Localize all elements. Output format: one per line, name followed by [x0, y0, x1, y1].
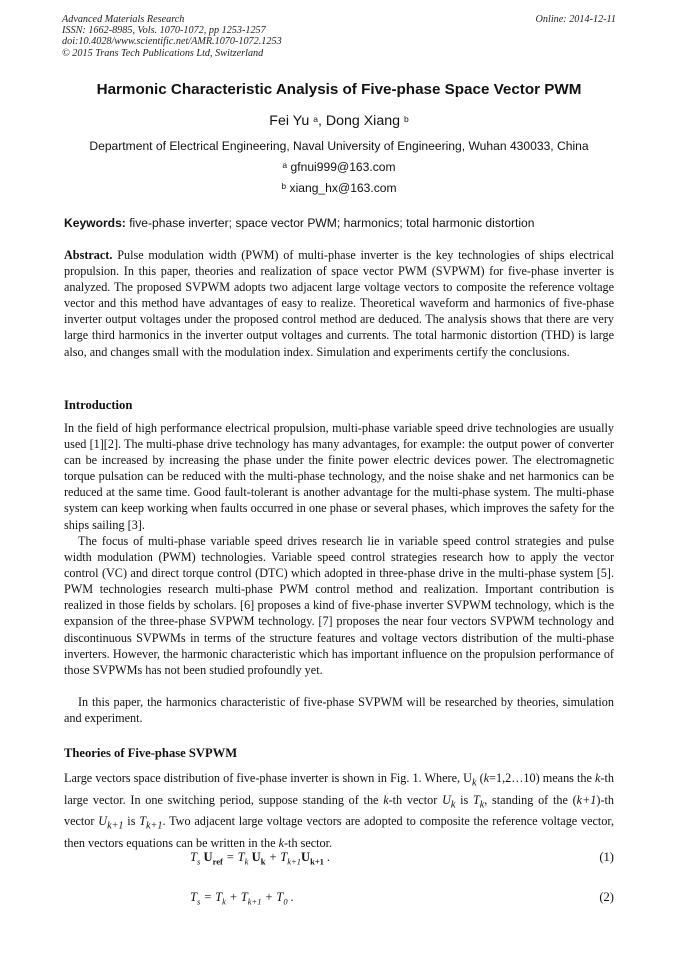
subscript: k+1: [107, 820, 124, 832]
text-run: is: [455, 792, 473, 807]
subscript: k+1: [146, 820, 163, 832]
journal-header: [62, 14, 616, 59]
email-line: [0, 181, 678, 195]
intro-paragraph-2: The focus of multi-phase variable speed drives research lie in variable speed control strategies and pulse width modulation (PWM) technologies. Variable speed control strategies research how to apply the vector control (VC) and direct torque control (DTC) which adopted in three-phase drive in the multi-phase system [5]. PWM technologies research multi-phase PWM control method and realization. Important contribution is realized in those fields by scholars. [6] proposes a kind of five-phase inverter SVPWM technology, which is the expansion of the three-phase SVPWM technology. [7] proposes the near four vectors SVPWM technology and discontinuous SVPWMs in terms of the structure features and voltage vectors distribution of the multi-phase inverters. However, the harmonic characteristic which has important influence on the propulsion performance of those SVPWMs has not been studied profoundly yet.: [64, 534, 614, 677]
math-var: k: [483, 771, 490, 785]
email-line: [0, 160, 678, 174]
abstract: [64, 247, 614, 360]
subscript: k: [450, 798, 456, 810]
author-separator: ,: [317, 113, 326, 129]
keywords: [64, 216, 616, 230]
subscript: k: [479, 798, 485, 810]
journal-name: Advanced Materials Research: [62, 14, 185, 25]
equation-number: (1): [599, 850, 614, 864]
math-var: U: [98, 814, 108, 829]
text-run: is: [123, 814, 140, 829]
email-superscript: a: [282, 160, 288, 170]
doi-line: doi:10.4028/www.scientific.net/AMR.1070-1072.1253: [62, 36, 282, 48]
text-run: -th vector: [388, 792, 443, 807]
text-run: (: [476, 771, 484, 785]
abstract-label: Abstract.: [64, 248, 113, 262]
text-run: -th large vector. In one switching period, suppose standing of the: [64, 771, 614, 807]
math-var: T: [472, 792, 480, 807]
text-run: . Two adjacent large voltage vectors are adopted to composite the reference voltage vector, then vectors equations can be written in the: [64, 814, 614, 850]
keywords-label: Keywords:: [64, 216, 126, 230]
keywords-text: five-phase inverter; space vector PWM; harmonics; total harmonic distortion: [125, 216, 535, 230]
text-run: -th sector.: [284, 835, 333, 850]
text-run: Large vectors space distribution of five-phase inverter is shown in Fig. 1. Where, U: [64, 771, 472, 785]
math-var: k+1: [576, 792, 597, 807]
equation-expression: $T_s$ $U_{ref} = T_k$ $U_k + T_{k+1}U_{k+1}$ .: [190, 850, 331, 867]
math-var: k: [383, 792, 389, 807]
equation-1: [64, 850, 614, 868]
issn-line: ISSN: 1662-8985, Vols. 1070-1072, pp 1253-1257: [62, 25, 266, 37]
intro-paragraph-1: In the field of high performance electrical propulsion, multi-phase variable speed drive technologies are usually used [1][2]. The multi-phase drive technology has many advantages, for example: the output power of converter can be increased by increasing the phase under the finite power electric devices power. The electromagnetic torque pulsation can be reduced with the multi-phase technology, and the noise shake and net harmonics can be reduced at the same time. Good fault-tolerant is another advantage for the multi-phase system. The multi-phase system can keep working when faults occurred in one phase or several phases, which improves the safety for the ships sailing [3].: [64, 421, 614, 532]
author-name: Dong Xiang: [325, 113, 400, 129]
paper-title: Harmonic Characteristic Analysis of Five-phase Space Vector PWM: [96, 81, 582, 98]
text-run: =1,2…10) means the: [489, 771, 596, 785]
intro-paragraph-3: In this paper, the harmonics characteristic of five-phase SVPWM will be researched by theories, simulation and experiment.: [64, 695, 614, 726]
math-var: U: [442, 792, 451, 807]
email-address: gfnui999@163.com: [290, 160, 396, 174]
online-date: Online: 2014-12-11: [535, 14, 616, 25]
math-var: T: [139, 814, 147, 829]
text-run: )-th vector: [64, 792, 614, 829]
section-heading-theories: Theories of Five-phase SVPWM: [64, 746, 238, 760]
equation-number: (2): [599, 890, 614, 904]
email-address: xiang_hx@163.com: [289, 181, 397, 195]
author-name: Fei Yu: [269, 113, 310, 129]
math-var: k: [595, 771, 601, 785]
subscript: k: [471, 777, 477, 789]
abstract-text: Pulse modulation width (PWM) of multi-phase inverter is the key technologies of ships electrical propulsion. In this paper, theories and realization of space vector PWM (SVPWM) for five-phase inverter is analyzed. The proposed SVPWM adopts two adjacent large voltage vectors to composite the reference voltage vector and this method have advantages of easy to realize. Theoretical waveform and harmonics of five-phase inverter output voltages under the proposed control method are deduced. The analysis shows that there are very large third harmonics in the inverter output voltages and currents. The total harmonic distortion (THD) is large also, and changes small with the modulation index. Simulation and experiments certify the conclusions.: [64, 248, 614, 359]
copyright-line: © 2015 Trans Tech Publications Ltd, Switzerland: [62, 47, 264, 59]
math-var: k: [278, 835, 284, 850]
text-run: , standing of the (: [484, 792, 577, 807]
author-list: [0, 113, 678, 129]
equation-expression: $T_s = T_k + T_{k+1} + T_0$ .: [190, 890, 294, 907]
section-heading-introduction: Introduction: [64, 398, 133, 412]
author-superscript: b: [403, 114, 409, 124]
email-superscript: b: [281, 181, 287, 191]
author-superscript: a: [313, 114, 318, 124]
affiliation: Department of Electrical Engineering, Naval University of Engineering, Wuhan 430033, China: [89, 139, 589, 153]
equation-2: [64, 890, 614, 908]
theories-paragraph: [64, 770, 614, 851]
